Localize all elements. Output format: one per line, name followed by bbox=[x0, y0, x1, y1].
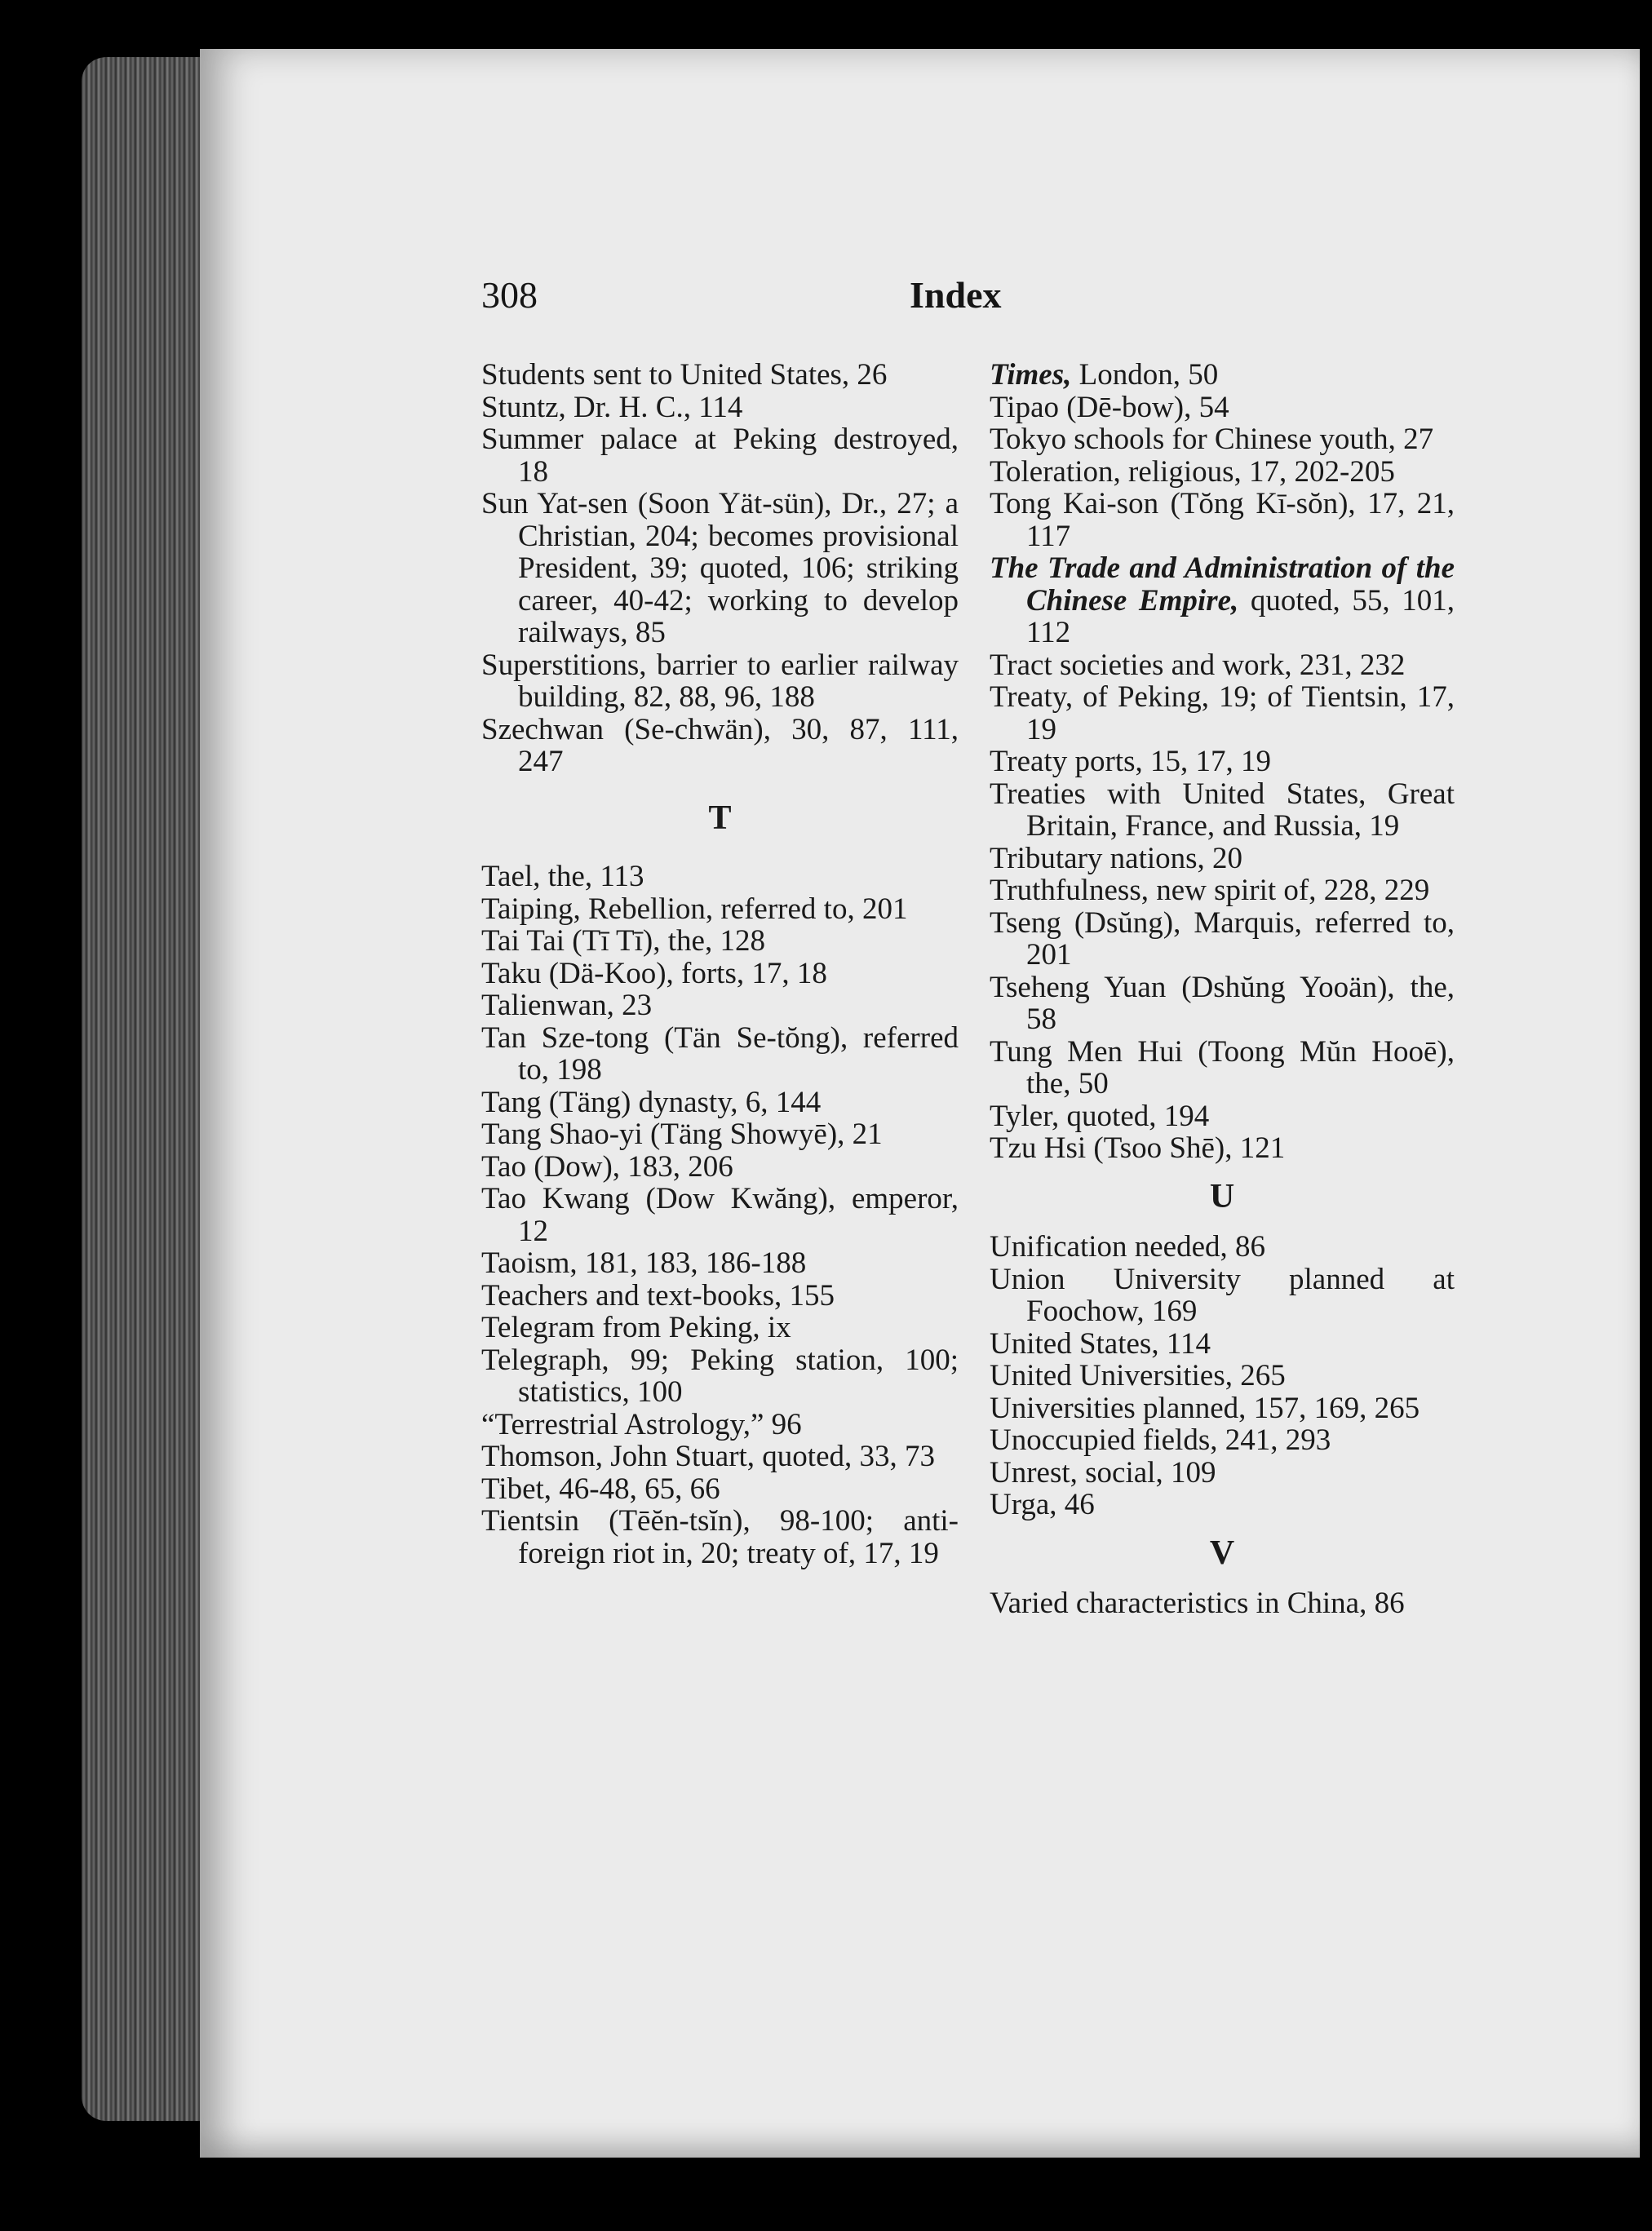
index-entry-text: Tai Tai (Tī Tī), the, 128 bbox=[481, 924, 765, 958]
index-entry-text: Taiping, Rebellion, referred to, 201 bbox=[481, 892, 908, 926]
index-entry-text: Tract societies and work, 231, 232 bbox=[990, 648, 1406, 682]
index-entry bbox=[481, 392, 959, 424]
index-entry bbox=[990, 1424, 1455, 1457]
section-letter-heading: V bbox=[1209, 1534, 1235, 1572]
index-entry bbox=[990, 907, 1455, 972]
index-entry bbox=[990, 843, 1455, 875]
index-entry bbox=[990, 1360, 1455, 1392]
index-entry bbox=[481, 1441, 959, 1473]
index-entry-text: “Terrestrial Astrology,” 96 bbox=[481, 1407, 802, 1441]
index-entry bbox=[481, 649, 959, 714]
index-entry bbox=[990, 746, 1455, 778]
index-entry-text: Tan Sze-tong (Tän Se-tŏng), referred to, 198 bbox=[481, 1020, 959, 1087]
index-entry-text: Treaty ports, 15, 17, 19 bbox=[990, 745, 1271, 778]
index-entry bbox=[481, 1151, 959, 1184]
index-entry-text: Tseheng Yuan (Dshŭng Yooän), the, 58 bbox=[990, 970, 1455, 1036]
index-entry bbox=[481, 925, 959, 958]
index-entry bbox=[481, 861, 959, 893]
index-entry bbox=[990, 649, 1455, 682]
index-entry bbox=[481, 893, 959, 926]
index-entry-text: Tao Kwang (Dow Kwăng), emperor, 12 bbox=[481, 1182, 959, 1248]
index-entry bbox=[481, 359, 959, 392]
index-entry-text: London, 50 bbox=[1071, 358, 1219, 392]
index-entry-text: Tong Kai-son (Tŏng Kī-sŏn), 17, 21, 117 bbox=[990, 487, 1455, 553]
book-page-edges bbox=[82, 57, 204, 2121]
index-entry-text: Tokyo schools for Chinese youth, 27 bbox=[990, 423, 1434, 456]
index-entry bbox=[481, 1344, 959, 1409]
index-entry bbox=[990, 874, 1455, 907]
index-entry bbox=[990, 681, 1455, 746]
index-entry bbox=[481, 989, 959, 1022]
index-entry bbox=[481, 1473, 959, 1506]
index-entry bbox=[990, 1457, 1455, 1490]
index-entry bbox=[990, 1264, 1455, 1328]
index-entry-text: Tang (Täng) dynasty, 6, 144 bbox=[481, 1085, 822, 1119]
index-entry bbox=[481, 488, 959, 649]
index-entry-text: United Universities, 265 bbox=[990, 1359, 1286, 1392]
index-entry bbox=[990, 1036, 1455, 1100]
index-entry-text: Unoccupied fields, 241, 293 bbox=[990, 1423, 1331, 1457]
index-column-left bbox=[481, 359, 959, 1569]
section-letter-heading: T bbox=[708, 799, 732, 837]
index-entry-text: Tung Men Hui (Toong Mŭn Hooē), the, 50 bbox=[990, 1034, 1455, 1100]
index-entry-text: Toleration, religious, 17, 202-205 bbox=[990, 454, 1395, 489]
index-entry-text: United States, 114 bbox=[990, 1326, 1211, 1361]
index-entry-text: Varied characteristics in China, 86 bbox=[990, 1587, 1405, 1620]
index-entry-text: Union University planned at Foochow, 169 bbox=[990, 1262, 1455, 1328]
index-entry bbox=[481, 423, 959, 488]
index-entry bbox=[990, 1392, 1455, 1425]
index-entry-text: Stuntz, Dr. H. C., 114 bbox=[481, 390, 743, 424]
index-entry-text: Tao (Dow), 183, 206 bbox=[481, 1149, 733, 1184]
index-entry bbox=[990, 972, 1455, 1036]
index-entry bbox=[990, 1100, 1455, 1133]
index-entry-text: Students sent to United States, 26 bbox=[481, 358, 888, 392]
index-entry-text: Tientsin (Tēĕn-tsĭn), 98-100; anti-foreign riot in, 20; treaty of, 17, 19 bbox=[481, 1504, 959, 1570]
index-entry-text: Tseng (Dsŭng), Marquis, referred to, 201 bbox=[990, 905, 1455, 972]
index-entry-text: Teachers and text-books, 155 bbox=[481, 1278, 835, 1312]
index-entry bbox=[481, 1022, 959, 1087]
index-entry bbox=[990, 1328, 1455, 1361]
index-entry-text: Summer palace at Peking destroyed, 18 bbox=[481, 423, 959, 489]
index-entry bbox=[990, 392, 1455, 424]
index-entry bbox=[990, 456, 1455, 489]
index-entry bbox=[481, 1087, 959, 1119]
index-entry bbox=[990, 1231, 1455, 1264]
index-entry bbox=[990, 1587, 1455, 1620]
index-entry-text: Thomson, John Stuart, quoted, 33, 73 bbox=[481, 1440, 936, 1473]
index-entry-text: Taoism, 181, 183, 186-188 bbox=[481, 1246, 807, 1280]
index-entry-text: Tzu Hsi (Tsoo Shē), 121 bbox=[990, 1131, 1286, 1165]
index-entry bbox=[481, 1280, 959, 1312]
index-entry-text: Talienwan, 23 bbox=[481, 989, 653, 1022]
index-entry-text: quoted, 55, 101, 112 bbox=[1026, 583, 1455, 649]
index-entry-text: Tributary nations, 20 bbox=[990, 841, 1243, 875]
index-entry-text: Sun Yat-sen (Soon Yät-sün), Dr., 27; a Christian, 204; becomes provisional President, 39; quoted, 106; striking career, 40-42; working to develop railways, 85 bbox=[481, 487, 959, 649]
index-entry-text: Universities planned, 157, 169, 265 bbox=[990, 1391, 1420, 1425]
section-letter-heading: U bbox=[1209, 1177, 1235, 1215]
index-entry bbox=[990, 552, 1455, 649]
page-title: Index bbox=[910, 274, 1002, 316]
index-entry-text: Telegram from Peking, ix bbox=[481, 1311, 791, 1344]
index-entry-text: Treaties with United States, Great Britain, France, and Russia, 19 bbox=[990, 777, 1455, 843]
index-entry-text: Szechwan (Se-chwän), 30, 87, 111, 247 bbox=[481, 712, 959, 778]
index-entry bbox=[990, 1489, 1455, 1521]
index-entry-title: The Trade and Administration of the Chinese Empire, bbox=[990, 551, 1455, 618]
index-entry bbox=[481, 714, 959, 778]
index-entry-text: Taku (Dä-Koo), forts, 17, 18 bbox=[481, 956, 827, 990]
index-entry-text: Unification needed, 86 bbox=[990, 1230, 1266, 1264]
index-entry bbox=[990, 488, 1455, 552]
index-entry-text: Tyler, quoted, 194 bbox=[990, 1099, 1210, 1133]
index-entry bbox=[990, 778, 1455, 843]
index-entry-text: Treaty, of Peking, 19; of Tientsin, 17, 19 bbox=[990, 680, 1455, 746]
index-entry-text: Unrest, social, 109 bbox=[990, 1455, 1216, 1490]
index-entry-text: Tael, the, 113 bbox=[481, 860, 644, 893]
index-entry bbox=[990, 423, 1455, 456]
index-entry-text: Tang Shao-yi (Täng Showyē), 21 bbox=[481, 1118, 883, 1151]
index-entry-text: Tipao (Dē-bow), 54 bbox=[990, 390, 1229, 424]
index-entry bbox=[481, 1247, 959, 1280]
index-entry-text: Urga, 46 bbox=[990, 1488, 1095, 1521]
index-entry bbox=[481, 1312, 959, 1344]
index-entry bbox=[481, 1118, 959, 1151]
page-number: 308 bbox=[481, 274, 538, 316]
index-entry bbox=[481, 1409, 959, 1441]
index-entry-text: Telegraph, 99; Peking station, 100; statistics, 100 bbox=[481, 1343, 959, 1409]
index-entry-text: Truthfulness, new spirit of, 228, 229 bbox=[990, 874, 1430, 907]
index-entry bbox=[481, 1505, 959, 1569]
index-entry bbox=[481, 1183, 959, 1247]
index-entry-title: Times, bbox=[990, 358, 1072, 392]
index-entry bbox=[990, 359, 1455, 392]
index-entry-text: Superstitions, barrier to earlier railway building, 82, 88, 96, 188 bbox=[481, 648, 959, 714]
index-entry-text: Tibet, 46-48, 65, 66 bbox=[481, 1472, 720, 1506]
index-column-right bbox=[990, 359, 1455, 1620]
index-entry bbox=[481, 958, 959, 990]
index-entry bbox=[990, 1132, 1455, 1165]
running-head bbox=[481, 273, 1199, 330]
